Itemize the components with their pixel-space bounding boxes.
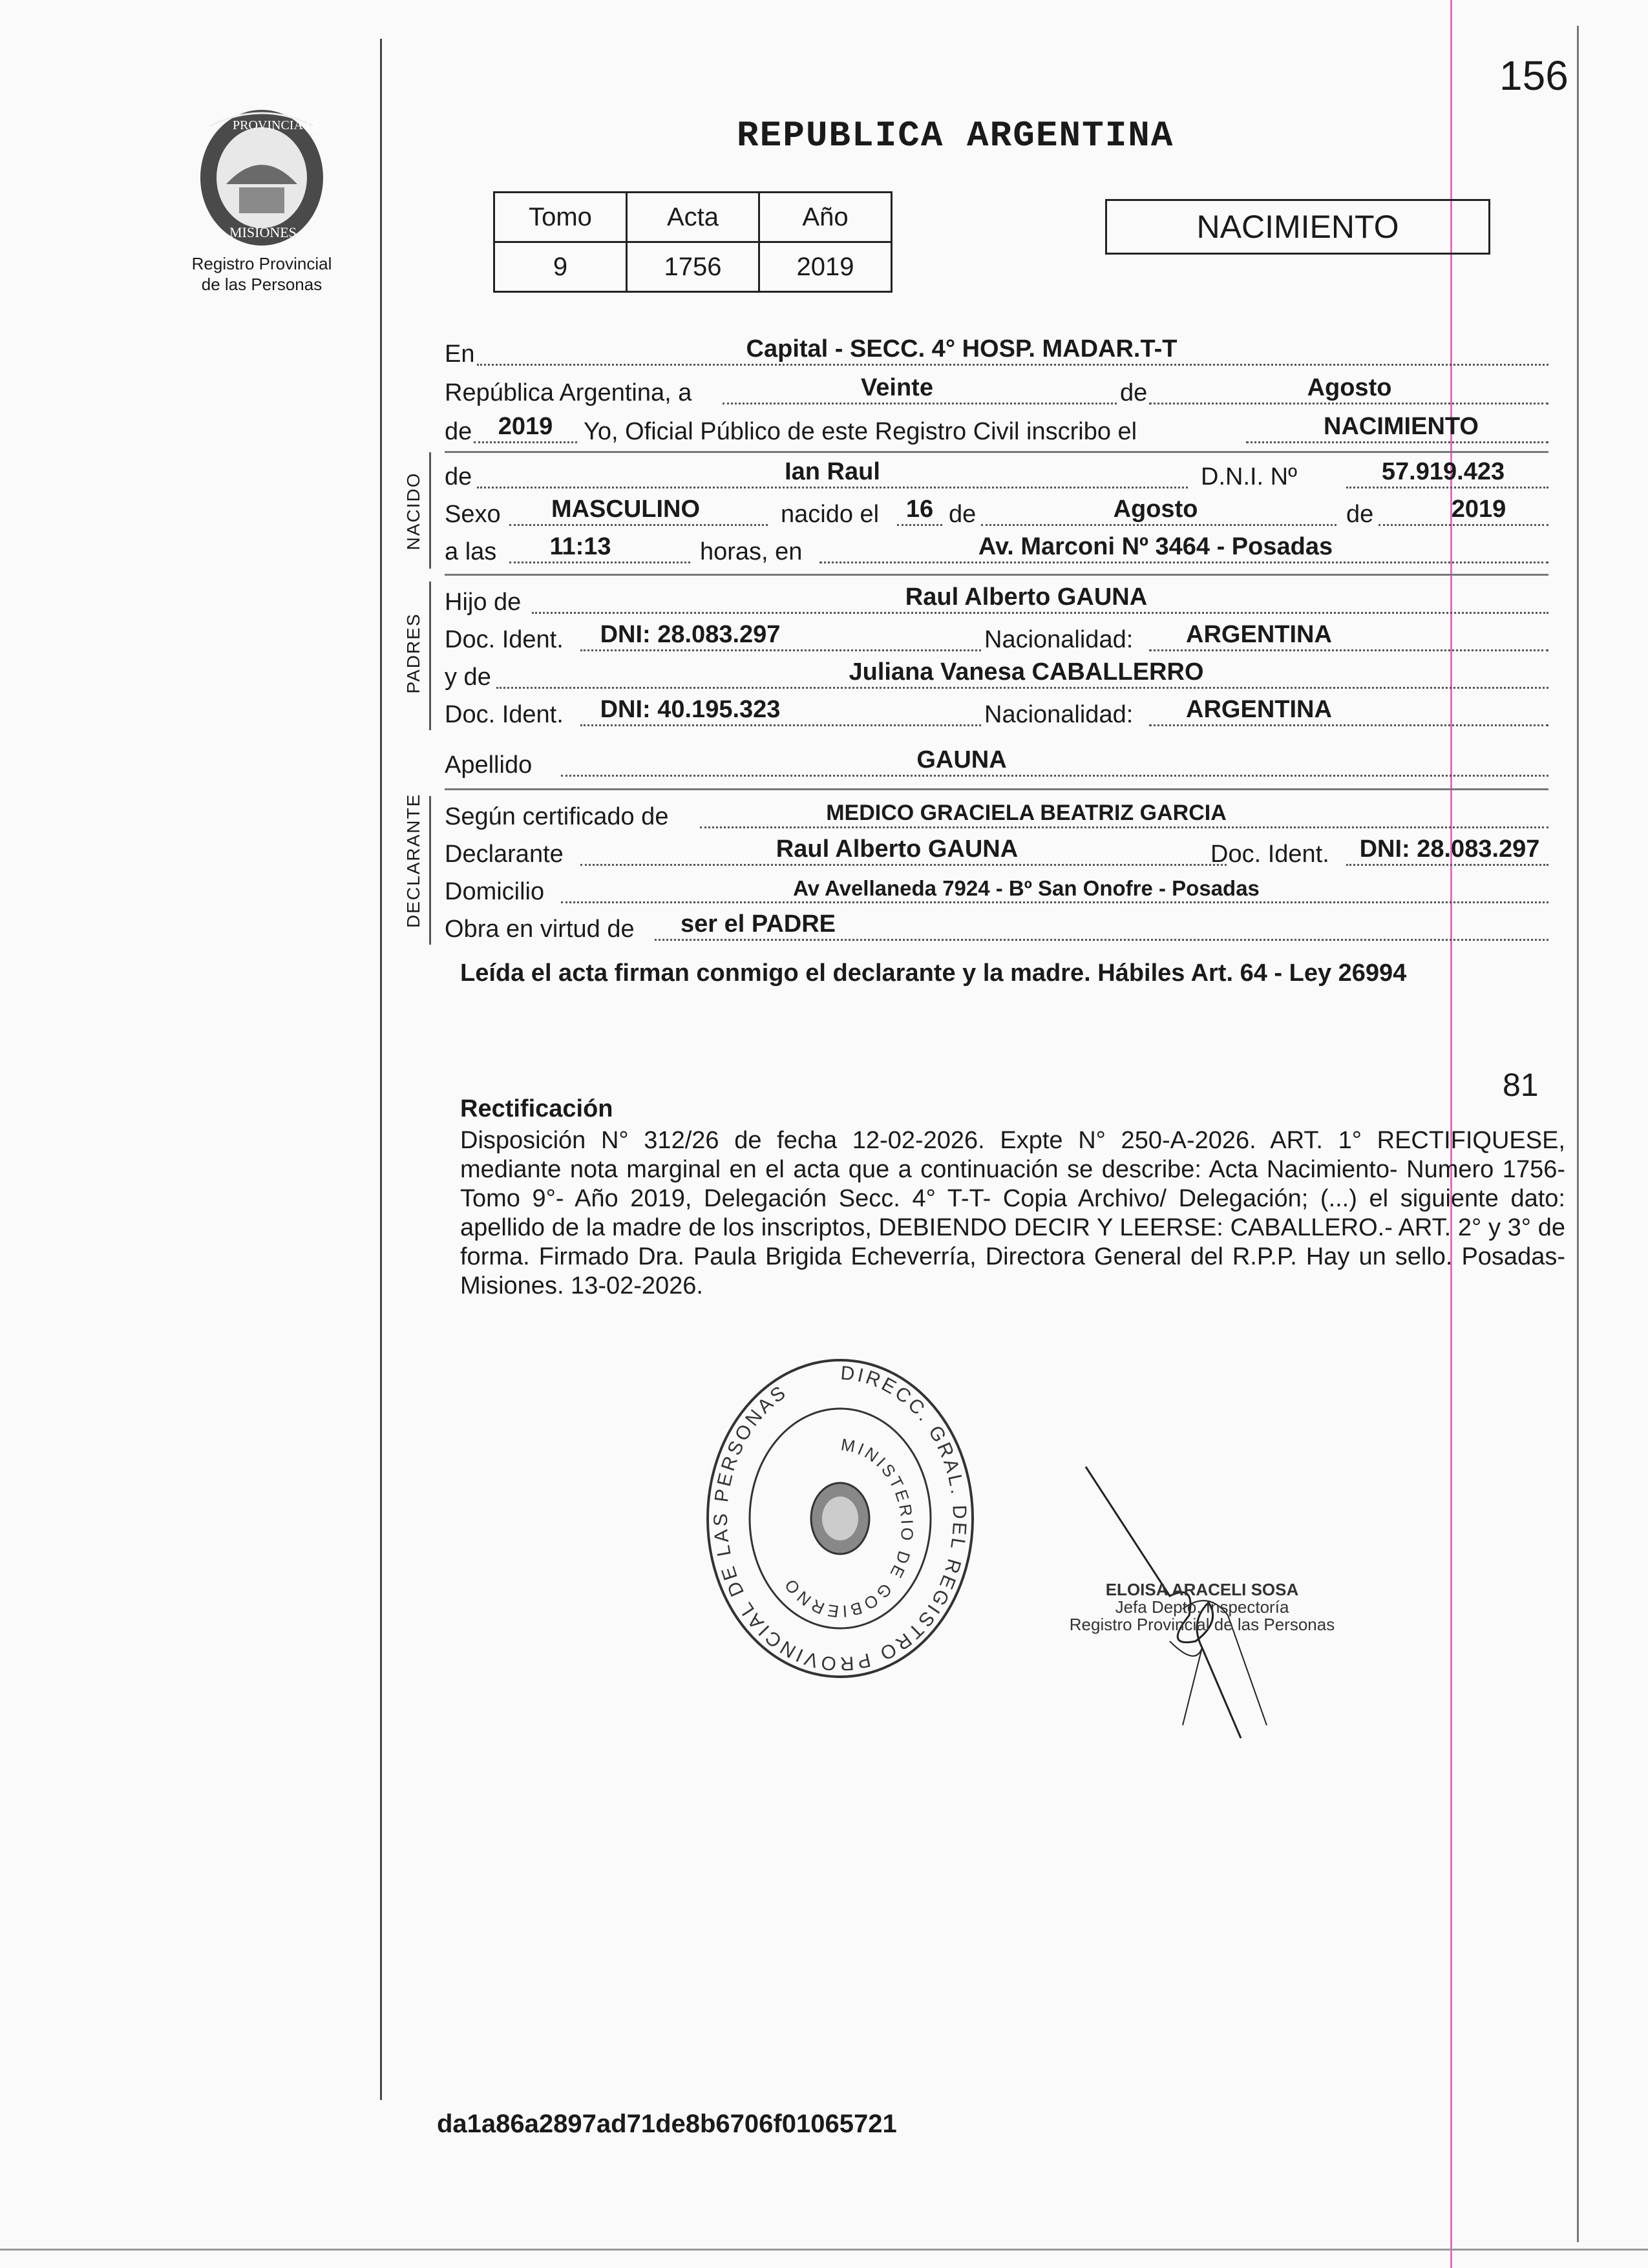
- act-type-box: NACIMIENTO: [1105, 199, 1490, 255]
- row-obra: [445, 910, 1548, 946]
- label-doc-ident2: Doc. Ident.: [1210, 841, 1329, 868]
- value-mes-nac: Agosto: [1113, 496, 1198, 523]
- label-y-de: y de: [445, 664, 491, 691]
- dots: [561, 901, 1548, 903]
- value-madre-nac: ARGENTINA: [1186, 696, 1332, 723]
- value-padre: Raul Alberto GAUNA: [905, 583, 1148, 611]
- separator: [445, 574, 1548, 576]
- right-border-line: [1577, 26, 1579, 2242]
- label-republica: República Argentina, a: [445, 379, 692, 406]
- label-horas-en: horas, en: [700, 538, 803, 565]
- value-padre-nac: ARGENTINA: [1186, 621, 1332, 648]
- value-tipo: NACIMIENTO: [1324, 413, 1479, 440]
- document-title: REPUBLICA ARGENTINA: [737, 115, 1174, 156]
- document-hash: da1a86a2897ad71de8b6706f01065721: [437, 2110, 897, 2138]
- row-madre: [445, 658, 1548, 694]
- label-nacionalidad: Nacionalidad:: [984, 626, 1134, 653]
- dots: [1346, 864, 1548, 866]
- rectificacion-text: Disposición N° 312/26 de fecha 12-02-2026. Expte N° 250-A-2026. ART. 1° RECTIFIQUESE, mediante nota marginal en el acta que a continuación se describe: Acta Nacimiento- Numero 1756- Tomo 9°- Año 2019, Delegación Secc. 4° T-T- Copia Archivo/ Delegación; (...) el siguiente dato: apellido de la madre de los inscriptos, DEBIENDO DECIR Y LEERSE: CABALLERO.- ART. 2° y 3° de forma. Firmado Dra. Paula Brigida Echeverría, Directora General del R.P.P. Hay un sello. Posadas-Misiones. 13-02-2026.: [460, 1127, 1565, 1299]
- label-segun: Según certificado de: [445, 803, 669, 830]
- value-lugar: Capital - SECC. 4° HOSP. MADAR.T-T: [746, 335, 1178, 362]
- value-obra: ser el PADRE: [680, 910, 836, 938]
- dots: [981, 524, 1336, 526]
- value-domicilio: Av Avellaneda 7924 - Bº San Onofre - Posadas: [793, 876, 1260, 900]
- label-sexo: Sexo: [445, 501, 501, 528]
- logo-bottom-text: MISIONES: [229, 224, 297, 240]
- leida-note: Leída el acta firman conmigo el declarante y la madre. Hábiles Art. 64 - Ley 26994: [460, 960, 1407, 987]
- tomo-value: 9: [494, 242, 627, 292]
- dots: [474, 441, 577, 443]
- dots: [580, 724, 981, 726]
- separator: [445, 451, 1548, 453]
- value-certificado: MEDICO GRACIELA BEATRIZ GARCIA: [826, 801, 1227, 825]
- value-dia-letras: Veinte: [861, 374, 933, 401]
- row-sexo: [445, 495, 1548, 531]
- seal-outer-text: DIRECC. GRAL. DEL REGISTRO PROVINCIAL DE LAS PERSONAS: [710, 1362, 971, 1675]
- logo-top-text: PROVINCIA DE: [233, 118, 323, 132]
- value-sexo: MASCULINO: [551, 496, 701, 523]
- dots: [897, 524, 942, 526]
- row-fecha: [445, 373, 1548, 410]
- label-a-las: a las: [445, 538, 497, 565]
- acta-header: Acta: [627, 193, 759, 242]
- signature-block: [1041, 1581, 1364, 1633]
- tomo-acta-table: [493, 191, 893, 293]
- value-madre-doc: DNI: 40.195.323: [600, 696, 781, 723]
- bottom-edge-line: [0, 2249, 1648, 2251]
- row-apellido: [445, 746, 1548, 782]
- label-de3: de: [1346, 501, 1374, 528]
- label-de-name: de: [445, 463, 472, 490]
- row-domicilio: [445, 872, 1548, 908]
- dots: [1149, 403, 1548, 404]
- value-madre: Juliana Vanesa CABALLERRO: [849, 658, 1204, 686]
- row-lugar: [445, 335, 1548, 371]
- row-certificado: [445, 797, 1548, 834]
- dots: [1379, 524, 1548, 526]
- dots: [580, 864, 1227, 866]
- row-anio: [445, 412, 1548, 448]
- row-padre-doc: [445, 620, 1548, 656]
- dots: [477, 487, 1188, 488]
- value-dia-nac: 16: [905, 496, 934, 523]
- value-dni: 57.919.423: [1381, 458, 1505, 485]
- label-doc-ident: Doc. Ident.: [445, 701, 564, 728]
- dots: [700, 826, 1548, 828]
- label-yo: Yo, Oficial Público de este Registro Civil inscribo el: [584, 418, 1137, 445]
- label-dni: D.N.I. Nº: [1201, 463, 1297, 490]
- value-anio-nac: 2019: [1451, 496, 1506, 523]
- label-declarante-field: Declarante: [445, 841, 564, 868]
- dots: [509, 562, 690, 563]
- value-padre-doc: DNI: 28.083.297: [600, 621, 781, 648]
- label-obra: Obra en virtud de: [445, 916, 635, 943]
- label-hijo-de: Hijo de: [445, 589, 522, 616]
- signer-org: Registro Provincial de las Personas: [1069, 1615, 1335, 1634]
- dots: [655, 939, 1548, 941]
- label-doc-ident: Doc. Ident.: [445, 626, 564, 653]
- rectificacion-title: Rectificación: [460, 1095, 613, 1122]
- label-nacionalidad: Nacionalidad:: [984, 701, 1134, 728]
- dots: [477, 364, 1548, 366]
- registry-line1: Registro Provincial: [191, 254, 332, 273]
- row-declarante: [445, 835, 1548, 871]
- dots: [1149, 724, 1548, 726]
- label-nacido: NACIDO: [403, 472, 423, 551]
- acta-value: 1756: [627, 242, 759, 292]
- value-nombre: Ian Raul: [785, 458, 880, 485]
- dots: [1149, 649, 1548, 651]
- label-de2: de: [949, 501, 977, 528]
- value-lugar-nac: Av. Marconi Nº 3464 - Posadas: [978, 533, 1333, 560]
- dots: [561, 775, 1548, 777]
- value-apellido: GAUNA: [916, 746, 1007, 773]
- label-apellido: Apellido: [445, 751, 533, 779]
- anio-header: Año: [759, 193, 892, 242]
- dots: [819, 562, 1548, 563]
- province-logo: [194, 100, 330, 249]
- label-padres: PADRES: [403, 613, 423, 694]
- dots: [509, 524, 768, 526]
- dots: [723, 403, 1117, 404]
- label-nacido-el: nacido el: [781, 501, 880, 528]
- tomo-header: Tomo: [494, 193, 627, 242]
- label-de: de: [1120, 379, 1148, 406]
- anio-value: 2019: [759, 242, 892, 292]
- dots: [532, 612, 1548, 614]
- dots: [1246, 441, 1548, 443]
- margin-number: 81: [1503, 1067, 1539, 1103]
- row-padre: [445, 583, 1548, 619]
- dots: [580, 649, 981, 651]
- value-hora: 11:13: [549, 533, 611, 560]
- label-de-year: de: [445, 418, 472, 445]
- row-nombre: [445, 457, 1548, 494]
- registry-line2: de las Personas: [201, 275, 322, 294]
- value-declarante: Raul Alberto GAUNA: [776, 835, 1019, 863]
- value-declarante-doc: DNI: 28.083.297: [1359, 835, 1540, 863]
- dots: [496, 687, 1548, 689]
- label-domicilio: Domicilio: [445, 878, 545, 905]
- row-hora: [445, 532, 1548, 569]
- seal-inner-text: MINISTERIO DE GOBIERNO: [779, 1434, 918, 1622]
- row-madre-doc: [445, 695, 1548, 731]
- value-anio: 2019: [498, 413, 553, 440]
- label-en: En: [445, 341, 475, 368]
- label-declarante: DECLARANTE: [403, 793, 423, 928]
- signer-name: ELOISA ARACELI SOSA: [1105, 1580, 1299, 1599]
- registry-name: [168, 253, 355, 295]
- dots: [1346, 487, 1548, 488]
- separator: [445, 788, 1548, 790]
- official-seal: [698, 1354, 982, 1690]
- value-mes: Agosto: [1307, 374, 1392, 401]
- page-number: 156: [1499, 52, 1569, 99]
- left-margin-line: [380, 39, 382, 2100]
- signer-role: Jefa Depto. Inspectoría: [1115, 1597, 1289, 1617]
